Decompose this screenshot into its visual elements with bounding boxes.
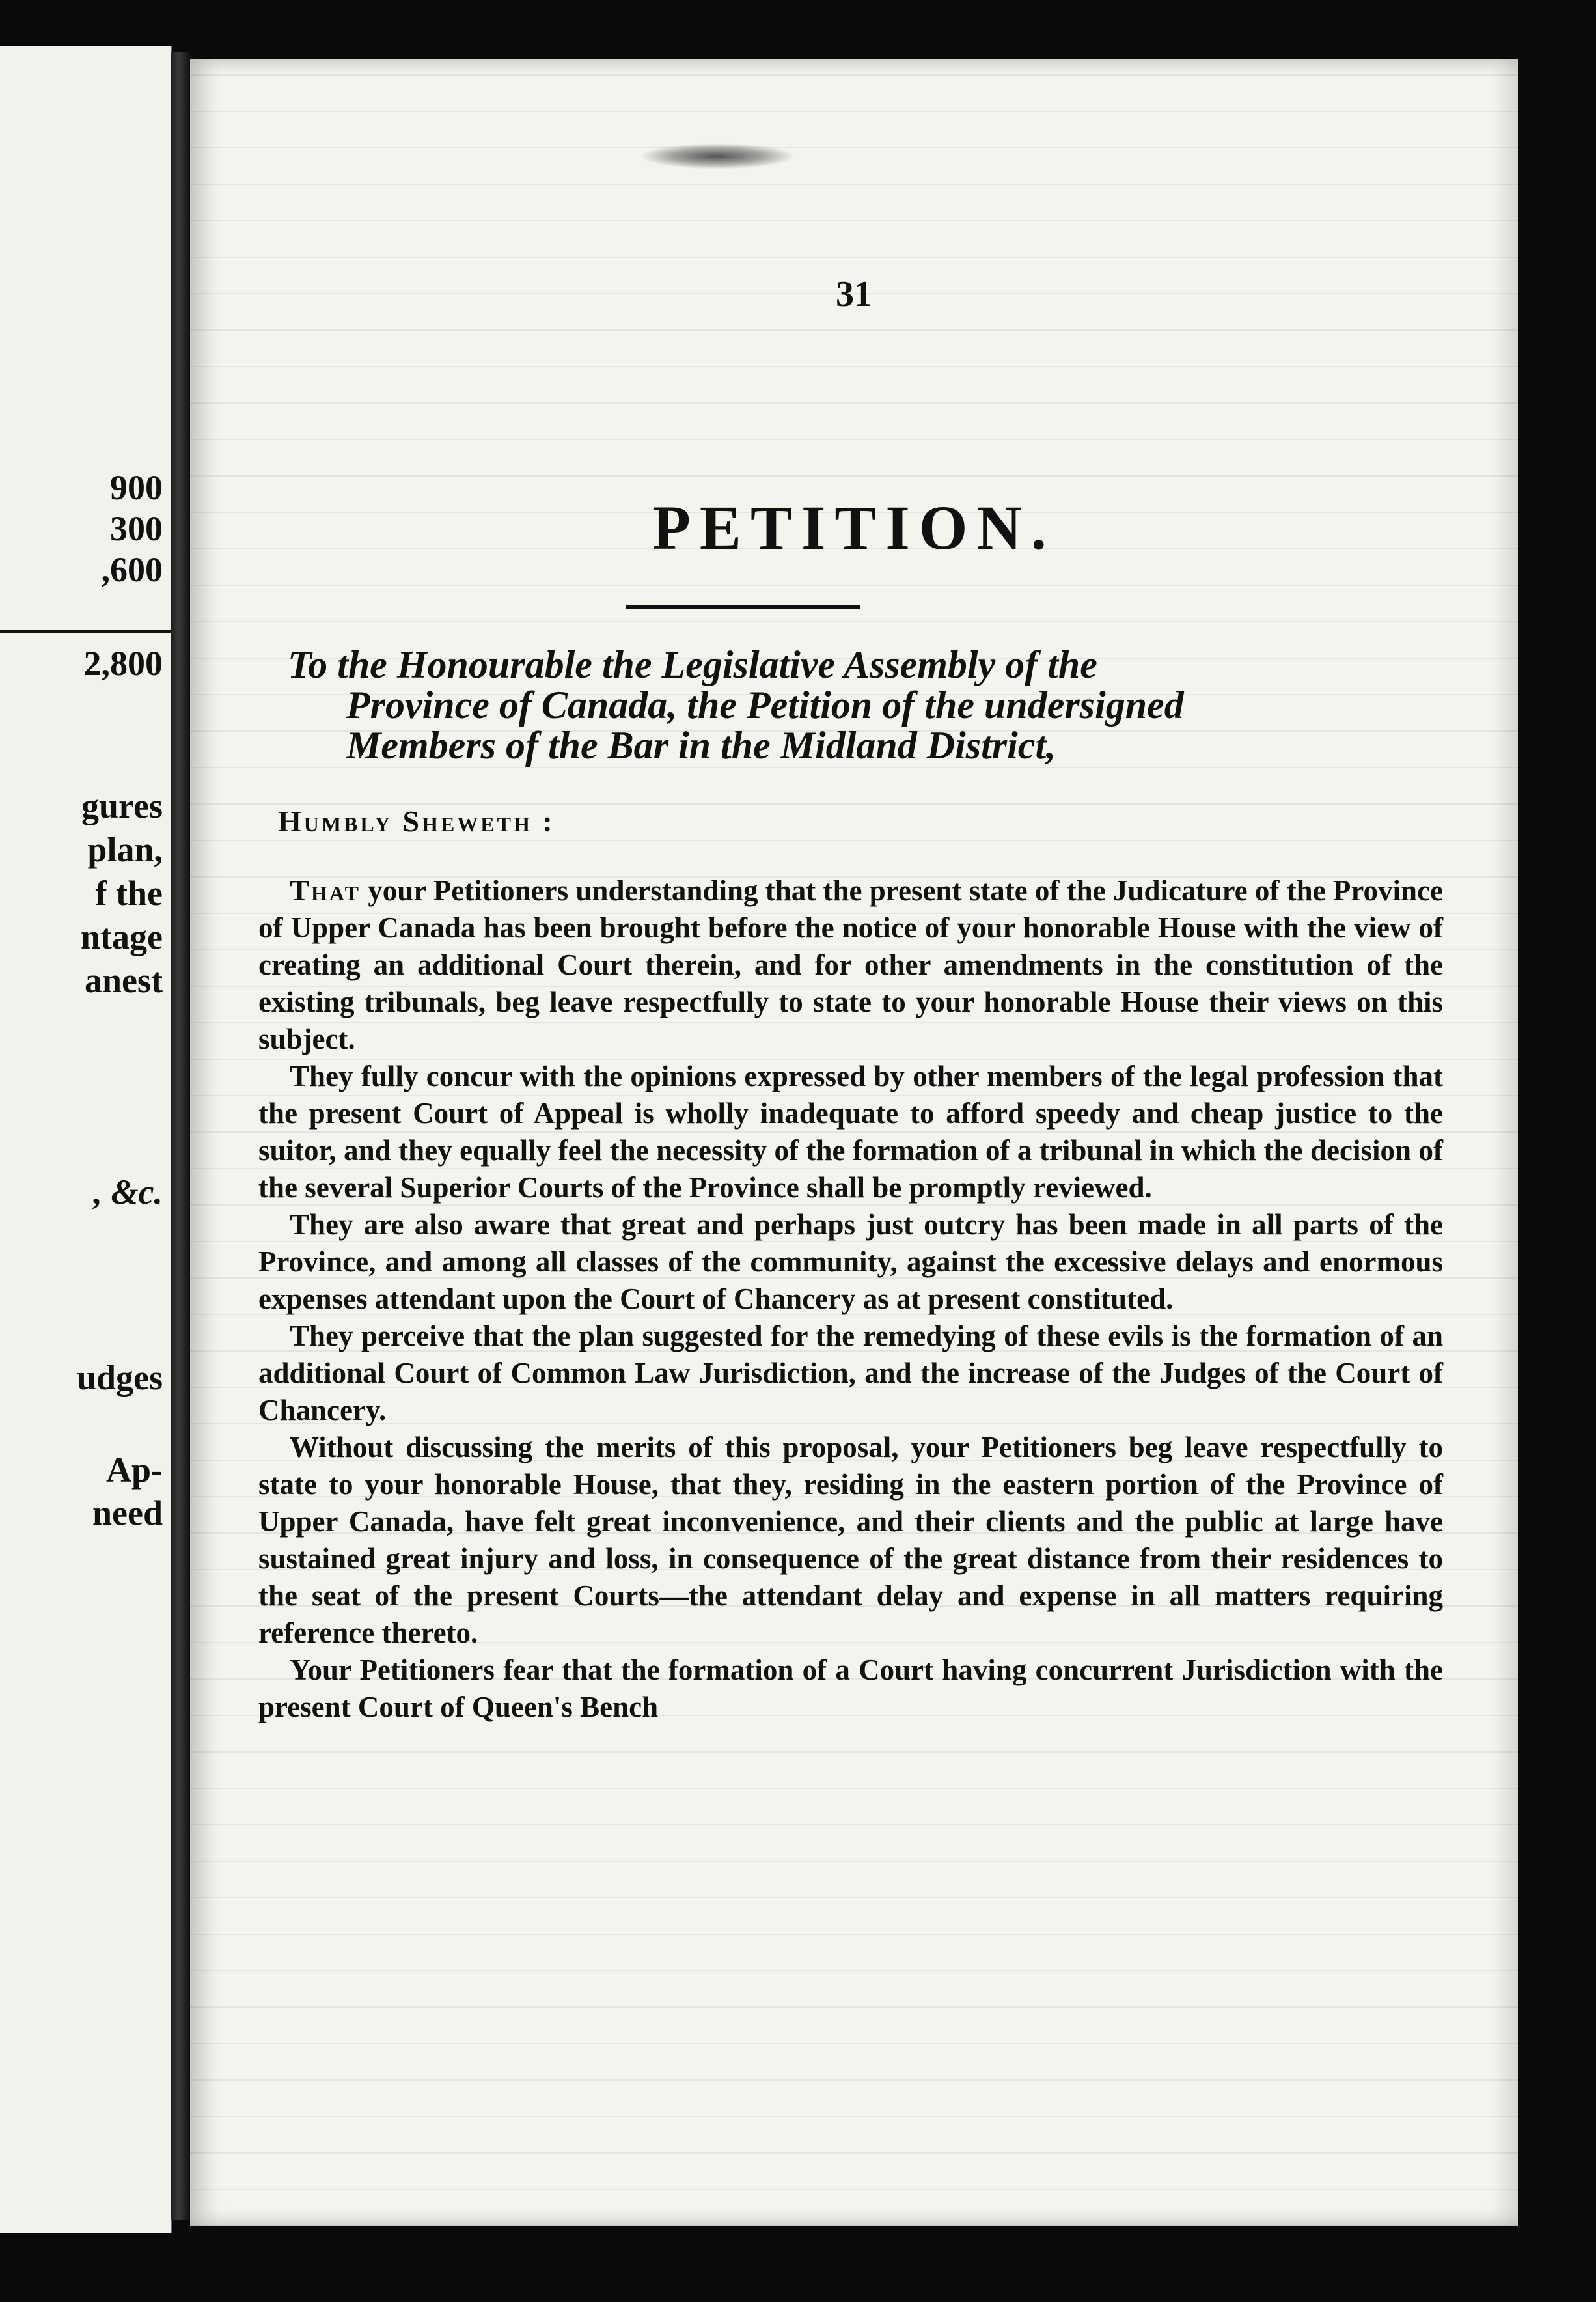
facing-ap-lines [92,1449,163,1534]
petition-body [258,872,1443,1726]
facing-word: gures [81,786,163,825]
page-number: 31 [836,274,872,314]
paragraph-text: Your Petitioners fear that the formation of a Court having concurrent Jurisdiction with the present Court of Queen's Bench [258,1654,1443,1723]
address-line: Province of Canada, the Petition of the undersigned [346,684,1184,727]
sheweth-heading: Humbly Sheweth : [278,805,555,838]
address-block [288,645,1446,766]
facing-number: ,600 [101,550,163,589]
paragraph-text: They perceive that the plan suggested for the remedying of these evils is the formation of an additional Court of Common Law Jurisdiction, and the increase of the Judges of the Court of Chancery. [258,1320,1443,1426]
paragraph [258,1429,1443,1652]
facing-page-numbers [102,467,163,590]
paragraph-lead: That [290,874,361,907]
facing-number: 300 [110,509,163,548]
paragraph [258,872,1443,1058]
facing-word: anest [85,961,163,1000]
paragraph-text: your Petitioners understanding that the present state of the Judicature of the Province of Upper Canada has been brought before the notice of your honorable House with the view of creating an additional Court therein, and for other amendments in the constitution of the existing tribunals, beg leave respectfully to state to your honorable House their views on this subject. [258,874,1443,1055]
facing-word: need [92,1493,163,1532]
book-gutter [171,52,190,2220]
paragraph [258,1058,1443,1206]
facing-word: f the [95,874,163,913]
facing-total: 2,800 [83,644,163,683]
facing-word: Ap- [105,1450,163,1490]
title-rule [626,605,860,609]
facing-total-rule [0,630,171,633]
facing-word: ntage [81,917,163,956]
paragraph [258,1318,1443,1429]
facing-page-words [81,784,163,1003]
paragraph-text: They fully concur with the opinions expressed by other members of the legal profession that the present Court of Appeal is wholly inadequate to afford speedy and cheap justice to the suitor, and they equally feel the necessity of the formation of a tribunal in which the decision of the several Superior Courts of the Province shall be promptly reviewed. [258,1060,1443,1204]
facing-judges: udges [76,1358,163,1397]
facing-etc: , &c. [93,1172,163,1212]
facing-number: 900 [110,468,163,507]
facing-page-fragment [0,46,172,2233]
facing-word: plan, [87,830,163,869]
address-line: Members of the Bar in the Midland District, [346,724,1056,767]
ink-smudge [639,143,795,169]
paragraph-text: Without discussing the merits of this proposal, your Petitioners beg leave respectfully to state to your honorable House, that they, residing in the eastern portion of the Province of Upper Canada, have felt great inconvenience, and their clients and the public at large have sustained great injury and loss, in consequence of the great distance from their residences to the seat of the present Courts—the attendant delay and expense in all matters requiring reference thereto. [258,1431,1443,1649]
paragraph-text: They are also aware that great and perhaps just outcry has been made in all parts of the Province, and among all classes of the community, against the excessive delays and enormous expenses attendant upon the Court of Chancery as at present constituted. [258,1208,1443,1315]
paragraph [258,1652,1443,1726]
document-page [190,59,1518,2226]
page-title: PETITION. [652,493,1056,562]
address-line: To the Honourable the Legislative Assembly of the [288,643,1097,686]
paragraph [258,1206,1443,1318]
